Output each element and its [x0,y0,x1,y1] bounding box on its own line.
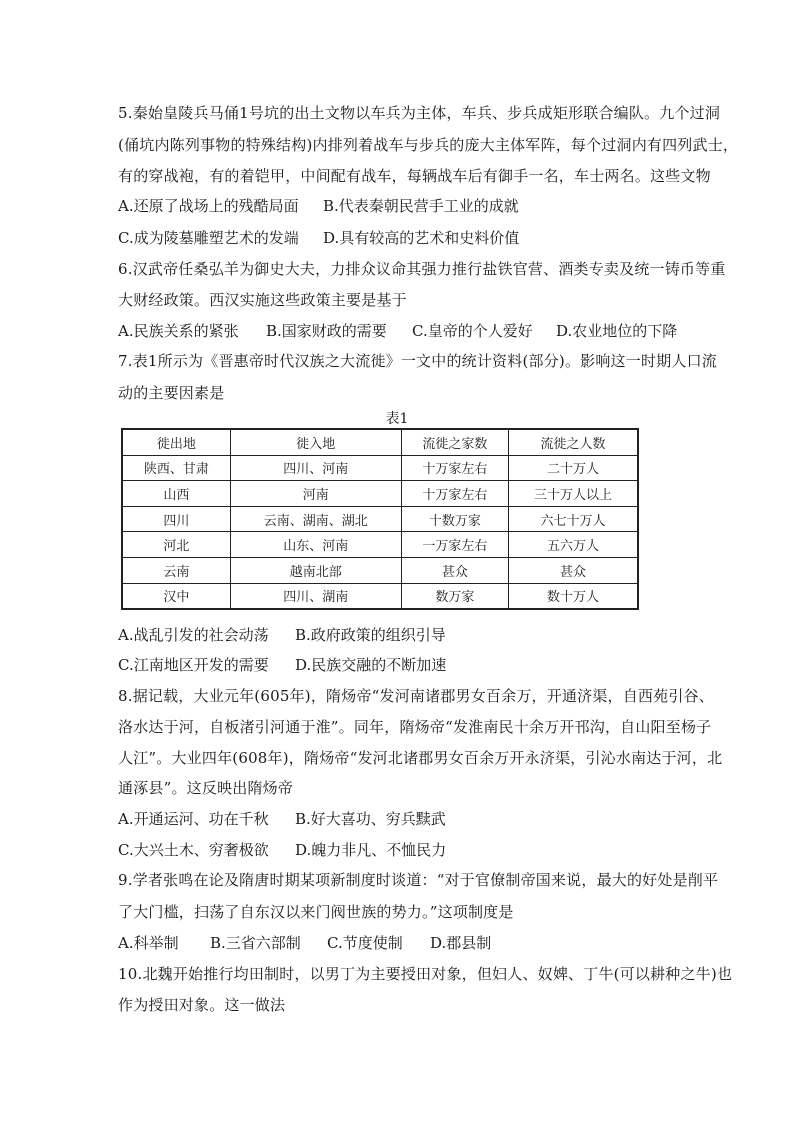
q8-option-b[interactable]: B.好大喜功、穷兵黩武 [295,810,446,828]
q5-options-row-1 [118,196,678,216]
q7-line-2: 动的主要因素是 [118,384,225,402]
table-cell: 越南北部 [230,557,401,583]
table-cell: 十数万家 [401,506,508,532]
table-cell: 数十万人 [509,583,638,609]
table-cell: 山西 [122,481,230,507]
q5-line-3: 有的穿战袍，有的着铠甲，中间配有战车，每辆战车后有御手一名，车士两名。这些文物 [118,167,711,185]
table-row [122,481,638,507]
q6-option-a[interactable]: A.民族关系的紧张 [118,322,239,340]
q5-option-a[interactable]: A.还原了战场上的残酷局面 [118,197,299,215]
q5-options-row-2 [118,228,678,248]
table-cell: 云南 [122,557,230,583]
q8-line-2: 洛水达于河，自板渚引河通于淮”。同年，隋炀帝“发淮南民十余万开邗沟，自山阳至杨子 [118,718,712,736]
q10-line-1: 10.北魏开始推行均田制时，以男丁为主要授田对象，但妇人、奴婢、丁牛(可以耕种之牛)也 [118,965,733,983]
table-cell: 山东、河南 [230,532,401,558]
q5-option-c[interactable]: C.成为陵墓雕塑艺术的发端 [118,229,299,247]
q6-option-c[interactable]: C.皇帝的个人爱好 [412,322,533,340]
q6-line-1: 6.汉武帝任桑弘羊为御史大夫，力排众议命其强力推行盐铁官营、酒类专卖及统一铸币等重 [118,260,726,278]
population-migration-table [121,428,639,610]
q7-options-row-1 [118,625,678,645]
q6-line-2: 大财经政策。西汉实施这些政策主要是基于 [118,291,407,309]
table-cell: 河北 [122,532,230,558]
table-header-cell: 流徙之人数 [509,429,638,455]
q8-option-d[interactable]: D.魄力非凡、不恤民力 [295,841,447,859]
table-cell: 河南 [230,481,401,507]
q7-line-1: 7.表1所示为《晋惠帝时代汉族之大流徙》一文中的统计资料(部分)。影响这一时期人口流 [118,352,717,370]
q9-line-1: 9.学者张鸣在论及隋唐时期某项新制度时谈道：“对于官僚制帝国来说，最大的好处是削平 [118,871,719,889]
table-cell: 一万家左右 [401,532,508,558]
q9-option-c[interactable]: C.节度使制 [327,934,403,952]
table-row [122,455,638,481]
table-cell: 甚众 [401,557,508,583]
q9-option-d[interactable]: D.郡县制 [430,934,492,952]
q7-option-b[interactable]: B.政府政策的组织引导 [295,626,446,644]
table-cell: 陕西、甘肃 [122,455,230,481]
table-row [122,506,638,532]
table-cell: 五六万人 [509,532,638,558]
q8-line-3: 人江”。大业四年(608年)，隋炀帝“发河北诸郡男女百余万开永济渠，引沁水南达于河，北 [118,749,723,767]
table-cell: 云南、湖南、湖北 [230,506,401,532]
q7-options-row-2 [118,655,678,675]
table-header-cell: 流徙之家数 [401,429,508,455]
table-cell: 甚众 [509,557,638,583]
table-caption: 表1 [385,411,409,427]
q5-option-b[interactable]: B.代表秦朝民营手工业的成就 [323,197,519,215]
table-cell: 二十万人 [509,455,638,481]
q7-option-a[interactable]: A.战乱引发的社会动荡 [118,626,269,644]
q8-option-c[interactable]: C.大兴土木、穷奢极欲 [118,841,269,859]
q8-options-row-1 [118,809,678,829]
table-row [122,557,638,583]
table-cell: 十万家左右 [401,455,508,481]
table-row [122,583,638,609]
table-row [122,532,638,558]
q6-options-row [118,321,678,341]
table-cell: 四川 [122,506,230,532]
table-cell: 四川、河南 [230,455,401,481]
q5-option-d[interactable]: D.具有较高的艺术和史料价值 [323,229,520,247]
q6-option-b[interactable]: B.国家财政的需要 [266,322,387,340]
table-header-cell: 徙出地 [122,429,230,455]
q8-options-row-2 [118,840,678,860]
table-header-row [122,429,638,455]
table-cell: 六七十万人 [509,506,638,532]
q7-option-c[interactable]: C.江南地区开发的需要 [118,656,269,674]
table-cell: 汉中 [122,583,230,609]
q5-line-1: 5.秦始皇陵兵马俑1号坑的出土文物以车兵为主体，车兵、步兵成矩形联合编队。九个过洞 [118,104,721,122]
q5-line-2: (俑坑内陈列事物的特殊结构)内排列着战车与步兵的庞大主体军阵，每个过洞内有四列武士， [118,136,739,154]
q9-option-b[interactable]: B.三省六部制 [210,934,301,952]
q8-line-1: 8.据记载，大业元年(605年)，隋炀帝“发河南诸郡男女百余万，开通济渠，自西苑引谷、 [118,687,714,705]
q10-line-2: 作为授田对象。这一做法 [118,996,286,1014]
table-cell: 三十万人以上 [509,481,638,507]
q9-line-2: 了大门槛，扫荡了自东汉以来门阀世族的势力。”这项制度是 [118,903,514,921]
q9-options-row [118,933,678,953]
table-cell: 四川、湖南 [230,583,401,609]
q8-line-4: 通涿县”。这反映出隋炀帝 [118,779,294,797]
q6-option-d[interactable]: D.农业地位的下降 [556,322,678,340]
table-cell: 十万家左右 [401,481,508,507]
q7-option-d[interactable]: D.民族交融的不断加速 [295,656,447,674]
table-header-cell: 徙入地 [230,429,401,455]
table-cell: 数万家 [401,583,508,609]
q8-option-a[interactable]: A.开通运河、功在千秋 [118,810,269,828]
q9-option-a[interactable]: A.科举制 [118,934,179,952]
